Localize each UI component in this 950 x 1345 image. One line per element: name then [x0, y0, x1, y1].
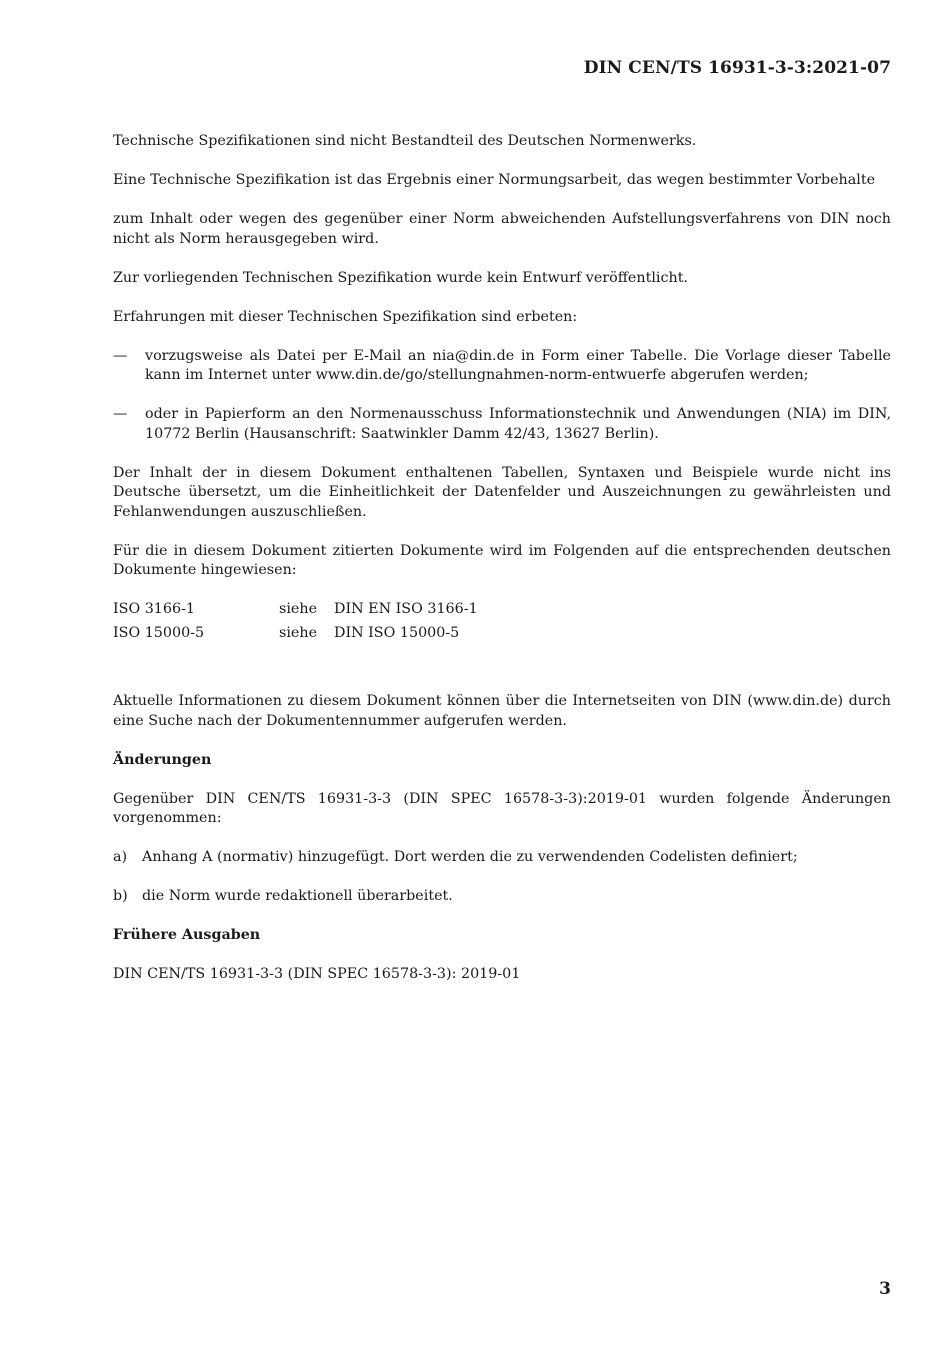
list-dash: —	[113, 406, 128, 422]
paragraph-current-info: Aktuelle Informationen zu diesem Dokument können über die Internetseiten von DIN (www.din.de) durch eine Suche nach der Dokumentennummer aufgerufen werden.	[113, 693, 891, 729]
feedback-list-item	[113, 347, 891, 386]
paragraph-no-draft: Zur vorliegenden Technischen Spezifikation wurde kein Entwurf veröffentlicht.	[113, 269, 688, 286]
reference-target: DIN EN ISO 3166-1	[334, 601, 478, 617]
paragraph-feedback-intro: Erfahrungen mit dieser Technischen Spezifikation sind erbeten:	[113, 308, 578, 325]
list-dash: —	[113, 347, 128, 364]
reference-target: DIN ISO 15000-5	[334, 625, 460, 641]
list-item-text: vorzugsweise als Datei per E-Mail an nia@din.de in Form einer Tabelle. Die Vorlage dieser Tabelle kann im Internet unter www.din.de/go/stellungnahmen-norm-entwuerfe abgerufen werden;	[145, 347, 891, 383]
previous-editions-heading: Frühere Ausgaben	[113, 927, 261, 943]
paragraph-translation-note: Der Inhalt der in diesem Dokument enthaltenen Tabellen, Syntaxen und Beispiele wurde nicht ins Deutsche übersetzt, um die Einheitlichkeit der Datenfelder und Auszeichnungen zu gewährleisten und Fehlanwendungen auszuschließen.	[113, 464, 891, 520]
reference-source: ISO 3166-1	[113, 601, 196, 617]
changes-heading: Änderungen	[113, 751, 212, 768]
document-id-header: DIN CEN/TS 16931-3-3:2021-07	[583, 58, 891, 78]
table-row	[113, 600, 891, 624]
change-list-item	[113, 848, 891, 868]
reference-table	[113, 600, 891, 648]
list-marker: b)	[113, 888, 128, 904]
page-number: 3	[879, 1279, 891, 1299]
list-item-text: die Norm wurde redaktionell überarbeitet.	[142, 888, 453, 904]
page-content	[113, 132, 891, 1004]
paragraph-ts-definition-cont: zum Inhalt oder wegen des gegenüber einer Norm abweichenden Aufstellungsverfahrens von DIN noch nicht als Norm herausgegeben wird.	[113, 211, 891, 247]
paragraph-references-intro: Für die in diesem Dokument zitierten Dokumente wird im Folgenden auf die entsprechenden deutschen Dokumente hingewiesen:	[113, 542, 891, 578]
feedback-list-item	[113, 405, 891, 444]
paragraph-ts-not-part: Technische Spezifikationen sind nicht Bestandteil des Deutschen Normenwerks.	[113, 133, 697, 149]
list-item-text: Anhang A (normativ) hinzugefügt. Dort werden die zu verwendenden Codelisten definiert;	[142, 849, 798, 865]
previous-editions-text: DIN CEN/TS 16931-3-3 (DIN SPEC 16578-3-3): 2019-01	[113, 966, 521, 982]
reference-relation: siehe	[279, 625, 318, 641]
list-marker: a)	[113, 849, 128, 865]
changes-intro: Gegenüber DIN CEN/TS 16931-3-3 (DIN SPEC 16578-3-3):2019-01 wurden folgende Änderungen vorgenommen:	[113, 790, 891, 826]
reference-source: ISO 15000-5	[113, 625, 205, 641]
table-row	[113, 624, 891, 648]
paragraph-ts-definition: Eine Technische Spezifikation ist das Ergebnis einer Normungsarbeit, das wegen bestimmter Vorbehalte	[113, 172, 876, 188]
change-list-item	[113, 887, 891, 907]
reference-relation: siehe	[279, 601, 318, 617]
list-item-text: oder in Papierform an den Normenausschuss Informationstechnik und Anwendungen (NIA) im DIN, 10772 Berlin (Hausanschrift: Saatwinkler Damm 42/43, 13627 Berlin).	[145, 406, 891, 442]
